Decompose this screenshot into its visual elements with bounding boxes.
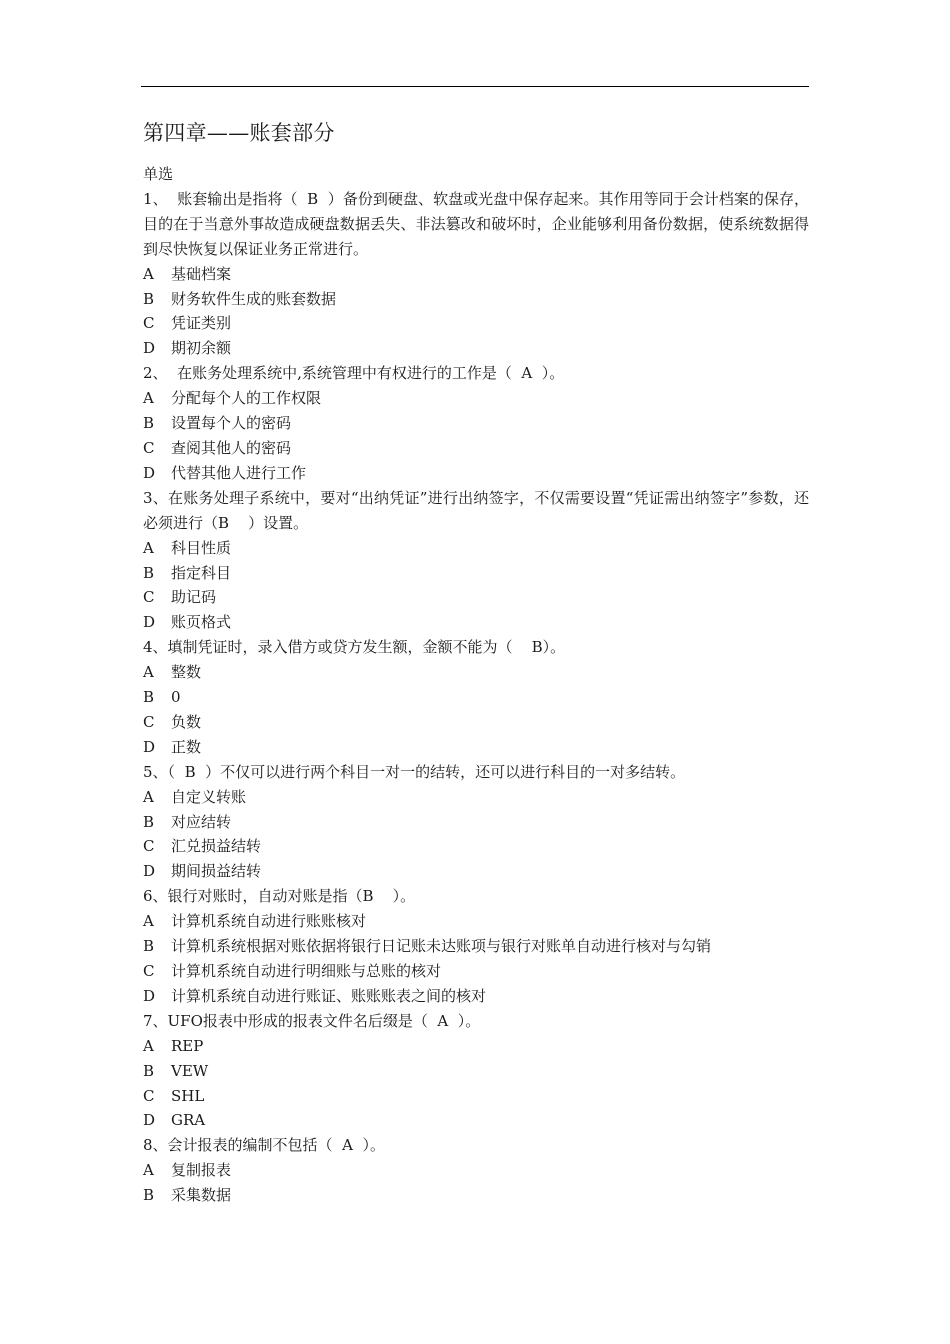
option-letter: A	[143, 1036, 154, 1055]
option-letter: B	[143, 1186, 155, 1205]
option	[143, 810, 809, 835]
option	[143, 561, 809, 586]
option-letter: C	[143, 588, 155, 607]
option-letter: B	[143, 688, 155, 707]
question	[143, 1009, 809, 1134]
option-text: 分配每个人的工作权限	[171, 389, 322, 408]
option-letter: D	[143, 613, 156, 632]
option-text: 0	[171, 688, 181, 707]
option-text: 正数	[171, 737, 202, 756]
option	[143, 1084, 809, 1109]
option	[143, 536, 809, 561]
question-text: 3、在账务处理子系统中，要对“出纳凭证”进行出纳签字，不仅需要设置“凭证需出纳签字”参数，还必须进行（B ）设置。	[143, 488, 809, 532]
option	[143, 1034, 809, 1059]
option-text: 指定科目	[171, 563, 232, 582]
option-text: 助记码	[171, 588, 217, 607]
option-text: 代替其他人进行工作	[171, 463, 307, 482]
option-text: 期间损益结转	[171, 862, 262, 881]
option-text: 汇兑损益结转	[171, 837, 262, 856]
option-letter: C	[143, 1086, 155, 1105]
chapter-title: 第四章——账套部分	[143, 121, 335, 145]
option	[143, 336, 809, 361]
section-label: 单选	[143, 165, 174, 183]
option-letter: D	[143, 737, 156, 756]
question-text: 4、填制凭证时，录入借方或贷方发生额，金额不能为（ B）。	[143, 638, 566, 657]
option	[143, 461, 809, 486]
option	[143, 287, 809, 312]
option-letter: B	[143, 414, 155, 433]
option-text: 对应结转	[171, 812, 232, 831]
option-letter: C	[143, 962, 155, 980]
option-letter: B	[143, 812, 155, 831]
option	[143, 1059, 809, 1084]
option-text: 期初余额	[171, 339, 232, 358]
option-text: 复制报表	[171, 1161, 232, 1180]
option-letter: B	[143, 1061, 155, 1080]
option	[143, 262, 809, 287]
document-body	[143, 118, 809, 1208]
option	[143, 660, 809, 685]
option-letter: C	[143, 314, 155, 333]
option-letter: A	[143, 787, 154, 806]
option-text: VEW	[171, 1061, 209, 1080]
question	[143, 760, 809, 885]
question	[143, 884, 809, 1009]
option-letter: A	[143, 264, 154, 283]
option-text: 查阅其他人的密码	[171, 438, 292, 457]
option-text: 计算机系统自动进行账账核对	[171, 912, 367, 931]
option	[143, 735, 809, 760]
option-text: 账页格式	[171, 613, 232, 632]
question-text: 7、UFO报表中形成的报表文件名后缀是（ A ）。	[143, 1011, 481, 1030]
option-text: 计算机系统根据对账依据将银行日记账未达账项与银行对账单自动进行核对与勾销	[171, 937, 712, 956]
option-letter: A	[143, 663, 154, 682]
option-letter: D	[143, 986, 156, 1005]
option-text: 设置每个人的密码	[171, 414, 292, 433]
option-letter: D	[143, 1111, 156, 1130]
option	[143, 710, 809, 735]
option-text: 采集数据	[171, 1186, 232, 1205]
option-text: SHL	[171, 1086, 205, 1105]
option-text: 财务软件生成的账套数据	[171, 289, 337, 308]
option	[143, 585, 809, 610]
option	[143, 1158, 809, 1183]
option-text: GRA	[171, 1111, 206, 1130]
option	[143, 785, 809, 810]
option-letter: A	[143, 1161, 154, 1180]
option-text: REP	[171, 1036, 204, 1055]
option	[143, 959, 809, 984]
header-rule	[141, 86, 809, 87]
option-letter: B	[143, 937, 155, 956]
option-text: 凭证类别	[171, 314, 232, 333]
option	[143, 1183, 809, 1208]
option-text: 负数	[171, 712, 202, 731]
option	[143, 411, 809, 436]
option-letter: C	[143, 712, 155, 731]
question-text: 8、会计报表的编制不包括（ A ）。	[143, 1136, 385, 1155]
option	[143, 610, 809, 635]
option	[143, 436, 809, 461]
option	[143, 859, 809, 884]
option	[143, 685, 809, 710]
option-text: 计算机系统自动进行明细账与总账的核对	[171, 962, 442, 980]
option-letter: D	[143, 339, 156, 358]
option-text: 自定义转账	[171, 787, 247, 806]
option-letter: D	[143, 862, 156, 881]
option-text: 科目性质	[171, 538, 232, 557]
option	[143, 386, 809, 411]
option-text: 基础档案	[171, 264, 232, 283]
option	[143, 834, 809, 859]
question	[143, 187, 809, 361]
option-letter: B	[143, 289, 155, 308]
question-text: 5、（ B ）不仅可以进行两个科目一对一的结转，还可以进行科目的一对多结转。	[143, 762, 686, 781]
option	[143, 934, 809, 959]
option	[143, 984, 809, 1009]
option-letter: D	[143, 463, 156, 482]
option-letter: A	[143, 538, 154, 557]
question	[143, 635, 809, 760]
question	[143, 361, 809, 486]
question-text: 1、 账套输出是指将（ B ）备份到硬盘、软盘或光盘中保存起来。其作用等同于会计档案的保存，目的在于当意外事故造成硬盘数据丢失、非法篡改和破坏时，企业能够利用备份数据，使系统数据得到尽快恢复以保证业务正常进行。	[143, 189, 809, 258]
option-letter: A	[143, 912, 154, 931]
option-text: 整数	[171, 663, 202, 682]
option	[143, 1108, 809, 1133]
option	[143, 909, 809, 934]
option-letter: B	[143, 563, 155, 582]
option-letter: C	[143, 837, 155, 856]
option-letter: A	[143, 389, 154, 408]
question	[143, 1133, 809, 1208]
question-text: 6、银行对账时，自动对账是指（B ）。	[143, 887, 416, 906]
option-letter: C	[143, 438, 155, 457]
option	[143, 311, 809, 336]
option-text: 计算机系统自动进行账证、账账账表之间的核对	[171, 986, 487, 1005]
question	[143, 486, 809, 635]
question-text: 2、 在账务处理系统中,系统管理中有权进行的工作是（ A ）。	[143, 364, 565, 383]
